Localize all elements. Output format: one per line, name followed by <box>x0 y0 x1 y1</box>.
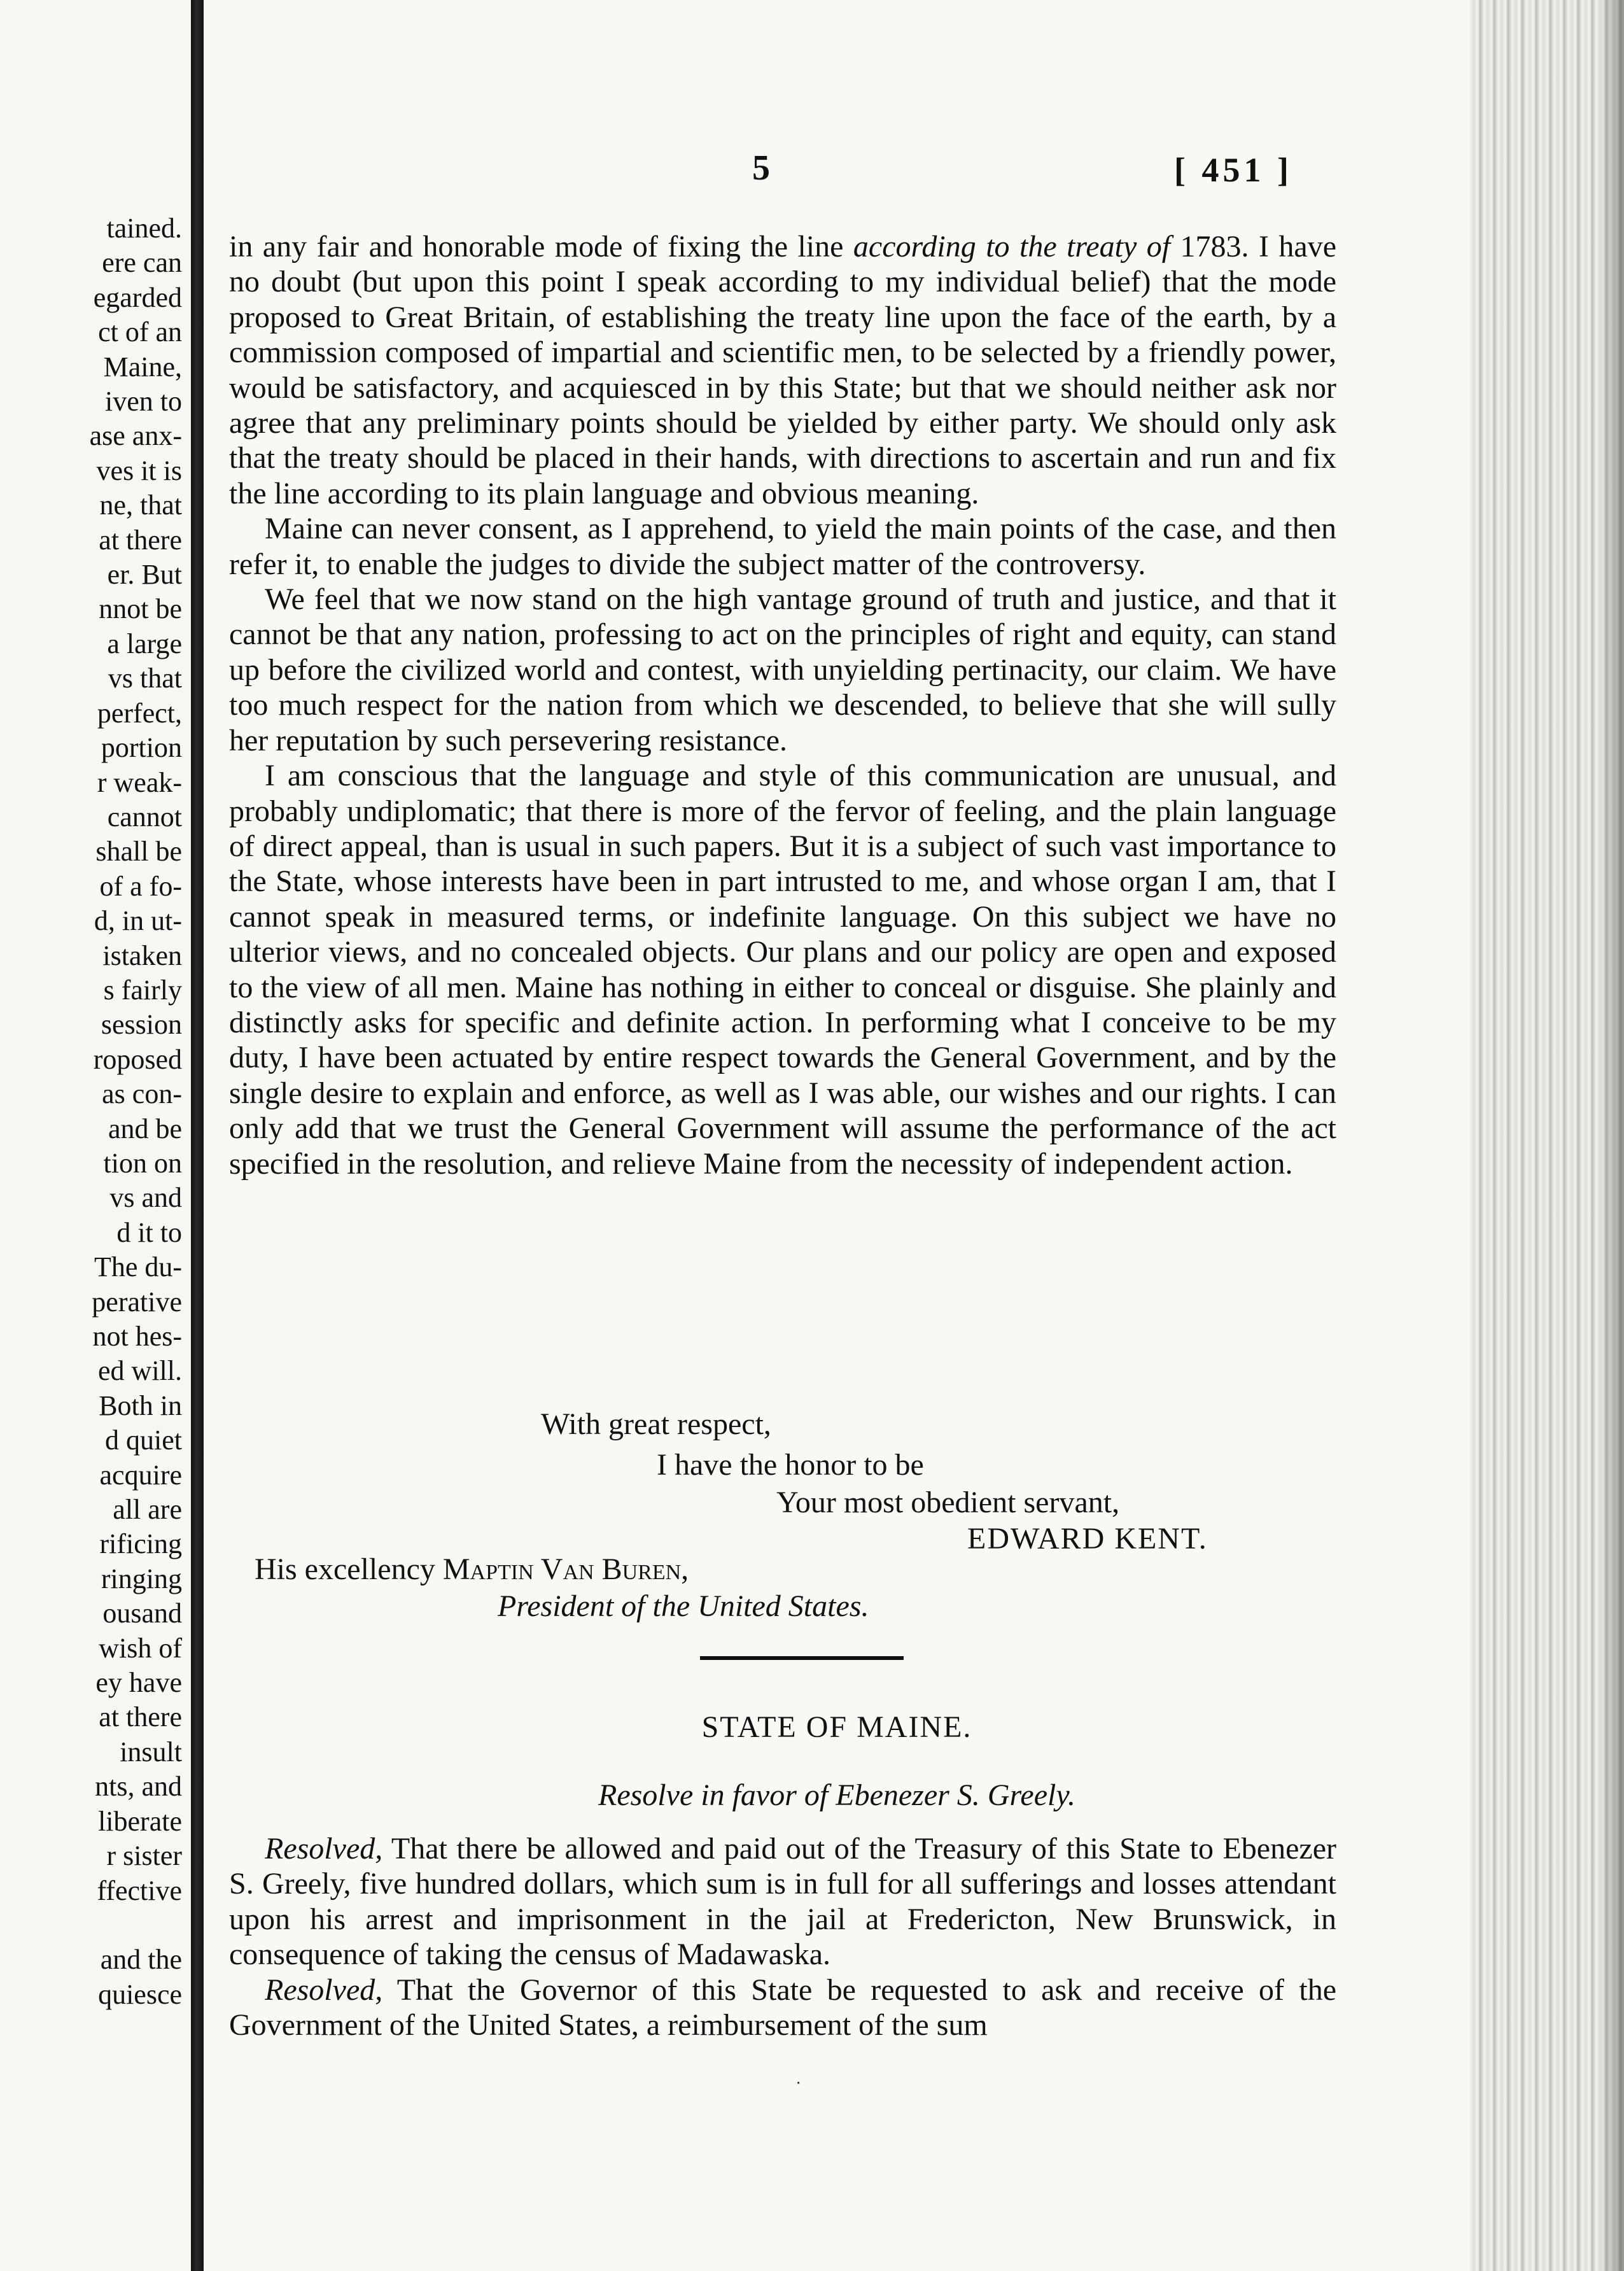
facing-page-line: quiesce <box>98 1978 182 2010</box>
closing-honor: I have the honor to be <box>657 1448 924 1482</box>
addressee-name: Maptin Van Buren, <box>442 1552 689 1586</box>
page-edges <box>1470 0 1624 2271</box>
resolution-1: Resolved, That there be allowed and paid out of the Treasury of this State to Ebenezer S. Greely, five hundred dollars, which sum is in full for all sufferings and losses attendant upon his arrest and imprisonment in the jail at Fredericton, New Brunswick, in consequence of taking the census of Madawaska. <box>229 1832 1336 1972</box>
resolution-2: Resolved, That the Governor of this State be requested to ask and receive of the Government of the United States, a reimbursement of the sum <box>229 1972 1336 2042</box>
facing-page-line: perfect, <box>97 697 182 729</box>
facing-page-line: at there <box>99 524 182 556</box>
facing-page-line: roposed <box>93 1043 182 1075</box>
letter-paragraph-2: Maine can never consent, as I apprehend, to yield the main points of the case, and then refer it, to enable the judges to divide the subject matter of the controversy. <box>229 512 1336 581</box>
facing-page-line: vs and <box>109 1182 182 1214</box>
letter-paragraph-4: I am conscious that the language and style of this communication are unusual, and probably undiplomatic; that there is more of the fervor of feeling, and the plain language of direct appeal, than is usual in such papers. But it is a subject of such vast importance to the State, whose interests have been in part intrusted to me, and whose organ I am, that I cannot speak in measured terms, or indefinite language. On this subject we have no ulterior views, and no concealed objects. Our plans and our policy are open and exposed to the view of all men. Maine has nothing in either to conceal or disguise. She plainly and distinctly asks for specific and definite action. In performing what I conceive to be my duty, I have been actuated by entire respect towards the General Government, and by the single desire to explain and enforce, as well as I was able, our wishes and our rights. I can only add that we trust the General Government will assume the performance of the act specified in the resolution, and relieve Maine from the necessity of independent action. <box>229 759 1336 1181</box>
document-number: [ 451 ] <box>1174 151 1292 189</box>
facing-page-line: d it to <box>116 1216 182 1248</box>
facing-page-line: perative <box>92 1286 182 1318</box>
facing-page-line: ne, that <box>99 489 182 521</box>
facing-page-line: ed will. <box>98 1355 182 1387</box>
closing-servant: Your most obedient servant, <box>776 1486 1120 1519</box>
facing-page-line: ffective <box>97 1874 182 1906</box>
resolve-body <box>229 1831 1336 2042</box>
facing-page-text <box>90 211 182 2012</box>
facing-page-line: ousand <box>102 1598 182 1629</box>
document-page <box>204 0 1470 2271</box>
facing-page-line: cannot <box>107 801 182 833</box>
facing-page-line: egarded <box>93 281 182 313</box>
facing-page-line: ct of an <box>98 316 182 348</box>
facing-page <box>0 0 191 2271</box>
facing-page-line: nts, and <box>95 1771 182 1803</box>
facing-page-line: a large <box>107 628 182 659</box>
facing-page-line <box>90 1908 182 1943</box>
facing-page-line: r sister <box>106 1840 182 1872</box>
closing-salutation: With great respect, <box>541 1407 771 1441</box>
facing-page-line: as con- <box>102 1078 182 1110</box>
resolve-title: Resolve in favor of Ebenezer S. Greely. <box>598 1778 1075 1812</box>
facing-page-line: at there <box>99 1701 182 1733</box>
facing-page-line: of a fo- <box>99 870 182 902</box>
facing-page-line: insult <box>120 1736 182 1768</box>
facing-page-line: er. But <box>107 559 182 591</box>
facing-page-line: and be <box>108 1113 182 1144</box>
facing-page-line: Maine, <box>103 351 182 383</box>
facing-page-line: all are <box>113 1494 182 1526</box>
facing-page-line: s fairly <box>103 974 182 1006</box>
letter-body <box>229 229 1336 1181</box>
facing-page-line: d, in ut- <box>94 905 182 937</box>
facing-page-line: acquire <box>99 1459 182 1491</box>
speck-mark: · <box>795 2074 802 2093</box>
section-divider <box>700 1656 904 1660</box>
facing-page-line: rificing <box>99 1528 182 1560</box>
state-heading: STATE OF MAINE. <box>701 1710 972 1744</box>
letter-paragraph-3: We feel that we now stand on the high vantage ground of truth and justice, and that it cannot be that any nation, professing to act on the principles of right and equity, can stand up before the civilized world and contest, with unyielding pertinacity, our claim. We have too much respect for the nation from which we descended, to believe that she will sully her reputation by such persevering resistance. <box>229 582 1336 757</box>
facing-page-line: tion on <box>103 1147 182 1179</box>
addressee: His excellency Maptin Van Buren, <box>255 1552 689 1586</box>
facing-page-line: session <box>101 1009 182 1041</box>
facing-page-line: vs that <box>108 663 182 694</box>
facing-page-line: The du- <box>94 1251 182 1283</box>
facing-page-line: ey have <box>95 1667 182 1699</box>
letter-paragraph-1: in any fair and honorable mode of fixing the line according to the treaty of 1783. I have no doubt (but upon this point I speak according to my individual belief) that the mode proposed to Great Britain, of establishing the treaty line upon the face of the earth, by a commission composed of impartial and scientific men, to be selected by a friendly power, would be satisfactory, and acquiesced in by this State; but that we should neither ask nor agree that any preliminary points should be yielded by either party. We should only ask that the treaty should be placed in their hands, with directions to ascertain and run and fix the line according to its plain language and obvious meaning. <box>229 230 1337 510</box>
facing-page-line: istaken <box>102 939 182 971</box>
facing-page-line: and the <box>100 1944 182 1976</box>
facing-page-line: shall be <box>95 836 182 868</box>
signature: EDWARD KENT. <box>967 1522 1208 1556</box>
facing-page-line: ringing <box>101 1563 182 1594</box>
facing-page-line: ase anx- <box>89 420 182 452</box>
facing-page-line: portion <box>101 732 182 764</box>
facing-page-line: ves it is <box>96 454 182 486</box>
facing-page-line: wish of <box>99 1632 182 1664</box>
facing-page-line: tained. <box>106 213 182 244</box>
facing-page-line: d quiet <box>105 1424 182 1456</box>
facing-page-line: r weak- <box>97 766 182 798</box>
facing-page-line: ere can <box>102 247 182 279</box>
book-gutter <box>191 0 204 2271</box>
page-number: 5 <box>752 148 770 188</box>
facing-page-line: iven to <box>105 386 182 418</box>
facing-page-line: Both in <box>99 1389 182 1421</box>
addressee-title: President of the United States. <box>498 1589 869 1623</box>
facing-page-line: nnot be <box>99 593 182 625</box>
facing-page-line: liberate <box>98 1805 182 1837</box>
facing-page-line: not hes- <box>92 1321 182 1352</box>
